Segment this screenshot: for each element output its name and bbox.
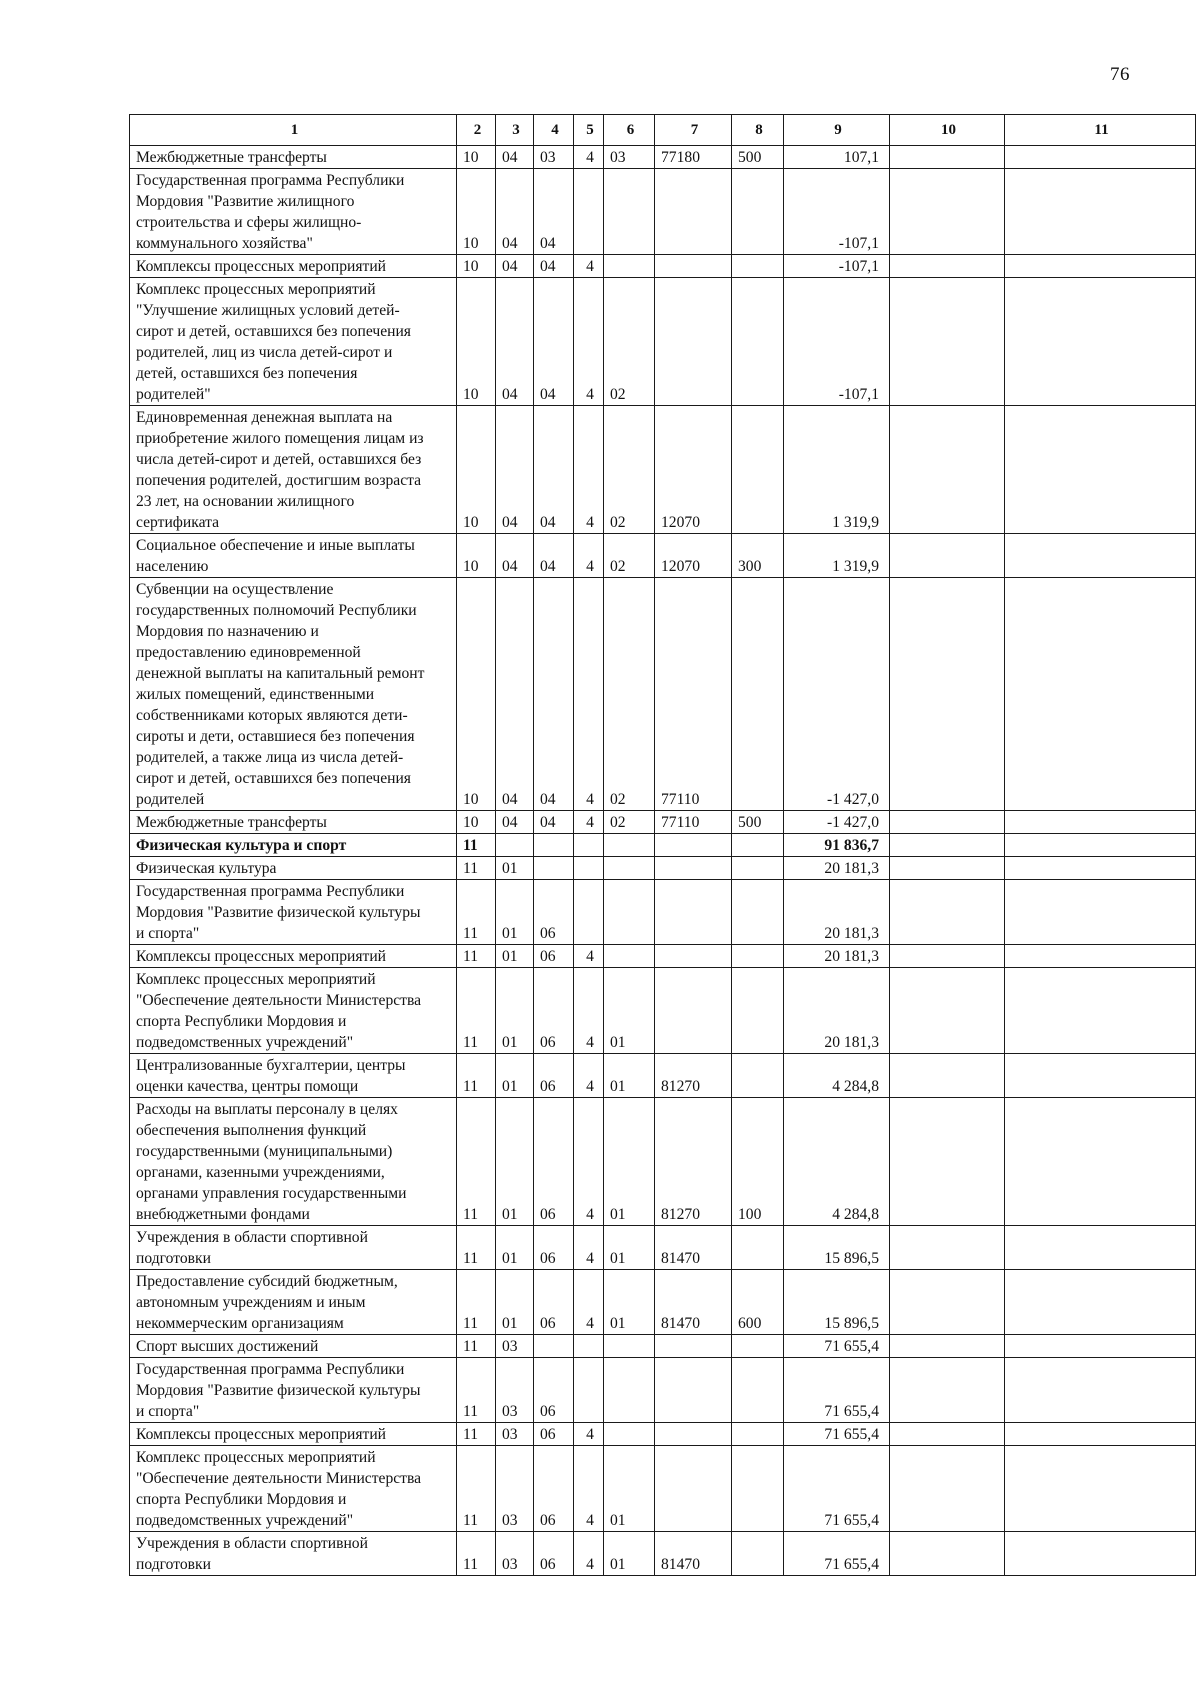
- subsection-code: 01: [496, 968, 534, 1054]
- direction-code: [655, 880, 732, 945]
- col-11-empty: [1005, 1054, 1196, 1098]
- row-name: Единовременная денежная выплата на приобретение жилого помещения лицам из числа детей-сирот и детей, оставшихся без попечения родителей, достигшим возраста 23 лет, на основании жилищного сертификата: [130, 406, 457, 534]
- subprogram-code: 4: [574, 1532, 604, 1576]
- program-code: 06: [534, 1446, 574, 1532]
- amount: 20 181,3: [784, 880, 890, 945]
- subsection-code: 04: [496, 534, 534, 578]
- amount: 71 655,4: [784, 1446, 890, 1532]
- activity-code: [604, 880, 655, 945]
- expense-type-code: [732, 255, 784, 278]
- direction-code: [655, 169, 732, 255]
- col-11-empty: [1005, 1226, 1196, 1270]
- budget-table: [129, 114, 1196, 1576]
- subprogram-code: 4: [574, 968, 604, 1054]
- subsection-code: 01: [496, 1098, 534, 1226]
- row-name: Комплексы процессных мероприятий: [130, 945, 457, 968]
- col-11-empty: [1005, 880, 1196, 945]
- expense-type-code: [732, 1226, 784, 1270]
- row-name: Межбюджетные трансферты: [130, 146, 457, 169]
- subprogram-code: 4: [574, 578, 604, 811]
- row-name: Государственная программа Республики Мордовия "Развитие физической культуры и спорта": [130, 1358, 457, 1423]
- subprogram-code: 4: [574, 534, 604, 578]
- program-code: 06: [534, 1358, 574, 1423]
- direction-code: 81470: [655, 1532, 732, 1576]
- program-code: 06: [534, 1098, 574, 1226]
- col-11-empty: [1005, 1270, 1196, 1335]
- header-cell: 5: [574, 115, 604, 146]
- direction-code: [655, 945, 732, 968]
- subprogram-code: [574, 857, 604, 880]
- direction-code: [655, 1423, 732, 1446]
- direction-code: 77180: [655, 146, 732, 169]
- direction-code: 81270: [655, 1054, 732, 1098]
- col-10-empty: [890, 1098, 1005, 1226]
- col-11-empty: [1005, 834, 1196, 857]
- section-code: 11: [457, 857, 496, 880]
- subprogram-code: 4: [574, 1226, 604, 1270]
- section-code: 11: [457, 945, 496, 968]
- activity-code: 02: [604, 811, 655, 834]
- subsection-code: 04: [496, 406, 534, 534]
- col-11-empty: [1005, 169, 1196, 255]
- col-10-empty: [890, 1358, 1005, 1423]
- table-row: [130, 1270, 1196, 1335]
- col-11-empty: [1005, 1532, 1196, 1576]
- col-10-empty: [890, 945, 1005, 968]
- subprogram-code: [574, 1335, 604, 1358]
- expense-type-code: [732, 968, 784, 1054]
- program-code: 06: [534, 945, 574, 968]
- amount: -107,1: [784, 278, 890, 406]
- amount: 1 319,9: [784, 406, 890, 534]
- col-11-empty: [1005, 146, 1196, 169]
- col-11-empty: [1005, 534, 1196, 578]
- row-name: Субвенции на осуществление государственных полномочий Республики Мордовия по назначению и предоставлению единовременной денежной выплаты на капитальный ремонт жилых помещений, единственными собственниками которых являются дети- сироты и дети, оставшиеся без попечения родителей, а также лица из числа детей- сирот и детей, оставшихся без попечения родителей: [130, 578, 457, 811]
- expense-type-code: [732, 1532, 784, 1576]
- direction-code: 77110: [655, 578, 732, 811]
- table-row: [130, 169, 1196, 255]
- activity-code: [604, 1358, 655, 1423]
- col-10-empty: [890, 534, 1005, 578]
- header-cell: 10: [890, 115, 1005, 146]
- program-code: 06: [534, 968, 574, 1054]
- table-row: [130, 811, 1196, 834]
- amount: 4 284,8: [784, 1054, 890, 1098]
- col-10-empty: [890, 1054, 1005, 1098]
- section-code: 11: [457, 880, 496, 945]
- col-11-empty: [1005, 406, 1196, 534]
- col-10-empty: [890, 1270, 1005, 1335]
- expense-type-code: [732, 1335, 784, 1358]
- direction-code: 12070: [655, 534, 732, 578]
- row-name: Комплексы процессных мероприятий: [130, 1423, 457, 1446]
- col-11-empty: [1005, 945, 1196, 968]
- header-cell: 4: [534, 115, 574, 146]
- amount: 107,1: [784, 146, 890, 169]
- program-code: 04: [534, 578, 574, 811]
- subprogram-code: [574, 1358, 604, 1423]
- expense-type-code: 300: [732, 534, 784, 578]
- amount: 71 655,4: [784, 1335, 890, 1358]
- header-cell: 11: [1005, 115, 1196, 146]
- subsection-code: 04: [496, 578, 534, 811]
- col-10-empty: [890, 1335, 1005, 1358]
- col-11-empty: [1005, 578, 1196, 811]
- subsection-code: 03: [496, 1358, 534, 1423]
- table-row: [130, 278, 1196, 406]
- header-cell: 2: [457, 115, 496, 146]
- subprogram-code: 4: [574, 278, 604, 406]
- amount: 1 319,9: [784, 534, 890, 578]
- activity-code: 01: [604, 1054, 655, 1098]
- table-row: [130, 857, 1196, 880]
- direction-code: [655, 834, 732, 857]
- activity-code: 01: [604, 1532, 655, 1576]
- section-code: 10: [457, 578, 496, 811]
- amount: -1 427,0: [784, 578, 890, 811]
- section-code: 11: [457, 1532, 496, 1576]
- col-11-empty: [1005, 255, 1196, 278]
- expense-type-code: [732, 578, 784, 811]
- activity-code: 01: [604, 1446, 655, 1532]
- col-10-empty: [890, 857, 1005, 880]
- activity-code: [604, 834, 655, 857]
- subsection-code: 04: [496, 811, 534, 834]
- amount: 91 836,7: [784, 834, 890, 857]
- table-row: [130, 834, 1196, 857]
- row-name: Государственная программа Республики Мордовия "Развитие физической культуры и спорта": [130, 880, 457, 945]
- row-name: Государственная программа Республики Мордовия "Развитие жилищного строительства и сферы жилищно- коммунального хозяйства": [130, 169, 457, 255]
- direction-code: [655, 968, 732, 1054]
- subsection-code: 01: [496, 857, 534, 880]
- amount: 20 181,3: [784, 968, 890, 1054]
- activity-code: 01: [604, 968, 655, 1054]
- expense-type-code: [732, 169, 784, 255]
- program-code: 06: [534, 1270, 574, 1335]
- expense-type-code: 500: [732, 146, 784, 169]
- expense-type-code: [732, 834, 784, 857]
- col-10-empty: [890, 278, 1005, 406]
- row-name: Комплекс процессных мероприятий "Обеспечение деятельности Министерства спорта Республики Мордовия и подведомственных учреждений": [130, 1446, 457, 1532]
- col-11-empty: [1005, 1446, 1196, 1532]
- header-cell: 9: [784, 115, 890, 146]
- subsection-code: 03: [496, 1446, 534, 1532]
- subsection-code: 01: [496, 1226, 534, 1270]
- subprogram-code: 4: [574, 1446, 604, 1532]
- amount: 20 181,3: [784, 945, 890, 968]
- subsection-code: 04: [496, 255, 534, 278]
- col-11-empty: [1005, 968, 1196, 1054]
- activity-code: 02: [604, 278, 655, 406]
- col-11-empty: [1005, 1358, 1196, 1423]
- activity-code: [604, 169, 655, 255]
- col-10-empty: [890, 968, 1005, 1054]
- subprogram-code: 4: [574, 1270, 604, 1335]
- amount: 15 896,5: [784, 1226, 890, 1270]
- table-row: [130, 968, 1196, 1054]
- expense-type-code: [732, 1358, 784, 1423]
- expense-type-code: [732, 945, 784, 968]
- subsection-code: 03: [496, 1335, 534, 1358]
- row-name: Социальное обеспечение и иные выплаты населению: [130, 534, 457, 578]
- col-10-empty: [890, 1423, 1005, 1446]
- header-cell: 8: [732, 115, 784, 146]
- header-cell: 7: [655, 115, 732, 146]
- header-cell: 1: [130, 115, 457, 146]
- subprogram-code: [574, 834, 604, 857]
- expense-type-code: 500: [732, 811, 784, 834]
- amount: -1 427,0: [784, 811, 890, 834]
- direction-code: 81470: [655, 1226, 732, 1270]
- program-code: 04: [534, 278, 574, 406]
- table-row: [130, 1098, 1196, 1226]
- activity-code: 02: [604, 406, 655, 534]
- direction-code: [655, 278, 732, 406]
- section-code: 11: [457, 1358, 496, 1423]
- direction-code: [655, 1335, 732, 1358]
- program-code: 03: [534, 146, 574, 169]
- section-code: 10: [457, 169, 496, 255]
- subprogram-code: 4: [574, 945, 604, 968]
- table-row: [130, 578, 1196, 811]
- col-10-empty: [890, 880, 1005, 945]
- activity-code: 02: [604, 534, 655, 578]
- activity-code: 01: [604, 1098, 655, 1226]
- col-10-empty: [890, 1226, 1005, 1270]
- subprogram-code: 4: [574, 1098, 604, 1226]
- subprogram-code: 4: [574, 406, 604, 534]
- page-number: 76: [1110, 64, 1130, 85]
- row-name: Централизованные бухгалтерии, центры оценки качества, центры помощи: [130, 1054, 457, 1098]
- header-row: [130, 115, 1196, 146]
- amount: 20 181,3: [784, 857, 890, 880]
- col-10-empty: [890, 578, 1005, 811]
- amount: -107,1: [784, 169, 890, 255]
- subprogram-code: 4: [574, 811, 604, 834]
- col-11-empty: [1005, 857, 1196, 880]
- program-code: 04: [534, 534, 574, 578]
- direction-code: 81270: [655, 1098, 732, 1226]
- activity-code: 02: [604, 578, 655, 811]
- table-row: [130, 1054, 1196, 1098]
- program-code: 06: [534, 1532, 574, 1576]
- row-name: Учреждения в области спортивной подготовки: [130, 1226, 457, 1270]
- expense-type-code: [732, 857, 784, 880]
- section-code: 11: [457, 1335, 496, 1358]
- subsection-code: 04: [496, 278, 534, 406]
- subprogram-code: 4: [574, 146, 604, 169]
- amount: 15 896,5: [784, 1270, 890, 1335]
- header-cell: 6: [604, 115, 655, 146]
- expense-type-code: [732, 1423, 784, 1446]
- subprogram-code: [574, 880, 604, 945]
- row-name: Физическая культура и спорт: [130, 834, 457, 857]
- program-code: [534, 857, 574, 880]
- section-code: 11: [457, 1226, 496, 1270]
- table-body: [130, 146, 1196, 1576]
- direction-code: 12070: [655, 406, 732, 534]
- subsection-code: [496, 834, 534, 857]
- row-name: Спорт высших достижений: [130, 1335, 457, 1358]
- table-row: [130, 880, 1196, 945]
- col-10-empty: [890, 406, 1005, 534]
- program-code: 04: [534, 406, 574, 534]
- section-code: 10: [457, 146, 496, 169]
- table-row: [130, 945, 1196, 968]
- section-code: 10: [457, 255, 496, 278]
- direction-code: [655, 857, 732, 880]
- subprogram-code: 4: [574, 255, 604, 278]
- program-code: [534, 1335, 574, 1358]
- section-code: 11: [457, 1054, 496, 1098]
- section-code: 10: [457, 278, 496, 406]
- table-row: [130, 1358, 1196, 1423]
- activity-code: 03: [604, 146, 655, 169]
- expense-type-code: [732, 880, 784, 945]
- activity-code: [604, 1335, 655, 1358]
- col-11-empty: [1005, 811, 1196, 834]
- subsection-code: 03: [496, 1423, 534, 1446]
- expense-type-code: 100: [732, 1098, 784, 1226]
- activity-code: [604, 857, 655, 880]
- row-name: Учреждения в области спортивной подготовки: [130, 1532, 457, 1576]
- subsection-code: 01: [496, 1054, 534, 1098]
- subprogram-code: 4: [574, 1423, 604, 1446]
- subsection-code: 01: [496, 1270, 534, 1335]
- row-name: Комплекс процессных мероприятий "Обеспечение деятельности Министерства спорта Республики Мордовия и подведомственных учреждений": [130, 968, 457, 1054]
- amount: 71 655,4: [784, 1532, 890, 1576]
- section-code: 11: [457, 1098, 496, 1226]
- program-code: [534, 834, 574, 857]
- direction-code: [655, 1358, 732, 1423]
- row-name: Комплекс процессных мероприятий "Улучшение жилищных условий детей- сирот и детей, оставшихся без попечения родителей, лиц из числа детей-сирот и детей, оставшихся без попечения родителей": [130, 278, 457, 406]
- table-row: [130, 1532, 1196, 1576]
- col-11-empty: [1005, 1098, 1196, 1226]
- program-code: 06: [534, 1423, 574, 1446]
- col-11-empty: [1005, 1423, 1196, 1446]
- expense-type-code: [732, 1446, 784, 1532]
- activity-code: 01: [604, 1226, 655, 1270]
- table-row: [130, 255, 1196, 278]
- program-code: 04: [534, 255, 574, 278]
- program-code: 04: [534, 169, 574, 255]
- program-code: 06: [534, 1226, 574, 1270]
- subprogram-code: [574, 169, 604, 255]
- subsection-code: 01: [496, 880, 534, 945]
- amount: -107,1: [784, 255, 890, 278]
- col-10-empty: [890, 1532, 1005, 1576]
- program-code: 06: [534, 880, 574, 945]
- direction-code: [655, 1446, 732, 1532]
- table-row: [130, 406, 1196, 534]
- col-10-empty: [890, 255, 1005, 278]
- section-code: 10: [457, 406, 496, 534]
- section-code: 11: [457, 968, 496, 1054]
- expense-type-code: [732, 1054, 784, 1098]
- activity-code: [604, 1423, 655, 1446]
- section-code: 11: [457, 1423, 496, 1446]
- row-name: Комплексы процессных мероприятий: [130, 255, 457, 278]
- program-code: 04: [534, 811, 574, 834]
- row-name: Расходы на выплаты персоналу в целях обеспечения выполнения функций государственными (муниципальными) органами, казенными учреждениями, органами управления государственными внебюджетными фондами: [130, 1098, 457, 1226]
- amount: 4 284,8: [784, 1098, 890, 1226]
- col-10-empty: [890, 169, 1005, 255]
- subsection-code: 03: [496, 1532, 534, 1576]
- col-11-empty: [1005, 278, 1196, 406]
- direction-code: 81470: [655, 1270, 732, 1335]
- table-row: [130, 1423, 1196, 1446]
- col-10-empty: [890, 811, 1005, 834]
- activity-code: [604, 255, 655, 278]
- direction-code: [655, 255, 732, 278]
- header-cell: 3: [496, 115, 534, 146]
- amount: 71 655,4: [784, 1423, 890, 1446]
- subsection-code: 01: [496, 945, 534, 968]
- expense-type-code: [732, 278, 784, 406]
- amount: 71 655,4: [784, 1358, 890, 1423]
- program-code: 06: [534, 1054, 574, 1098]
- table-row: [130, 534, 1196, 578]
- row-name: Межбюджетные трансферты: [130, 811, 457, 834]
- row-name: Предоставление субсидий бюджетным, автономным учреждениям и иным некоммерческим организациям: [130, 1270, 457, 1335]
- activity-code: [604, 945, 655, 968]
- table-row: [130, 1226, 1196, 1270]
- table-row: [130, 1446, 1196, 1532]
- col-10-empty: [890, 146, 1005, 169]
- section-code: 10: [457, 811, 496, 834]
- expense-type-code: 600: [732, 1270, 784, 1335]
- col-10-empty: [890, 1446, 1005, 1532]
- subsection-code: 04: [496, 169, 534, 255]
- section-code: 11: [457, 1270, 496, 1335]
- subprogram-code: 4: [574, 1054, 604, 1098]
- col-10-empty: [890, 834, 1005, 857]
- activity-code: 01: [604, 1270, 655, 1335]
- subsection-code: 04: [496, 146, 534, 169]
- section-code: 11: [457, 1446, 496, 1532]
- section-code: 11: [457, 834, 496, 857]
- col-11-empty: [1005, 1335, 1196, 1358]
- table-row: [130, 146, 1196, 169]
- table-row: [130, 1335, 1196, 1358]
- direction-code: 77110: [655, 811, 732, 834]
- section-code: 10: [457, 534, 496, 578]
- expense-type-code: [732, 406, 784, 534]
- row-name: Физическая культура: [130, 857, 457, 880]
